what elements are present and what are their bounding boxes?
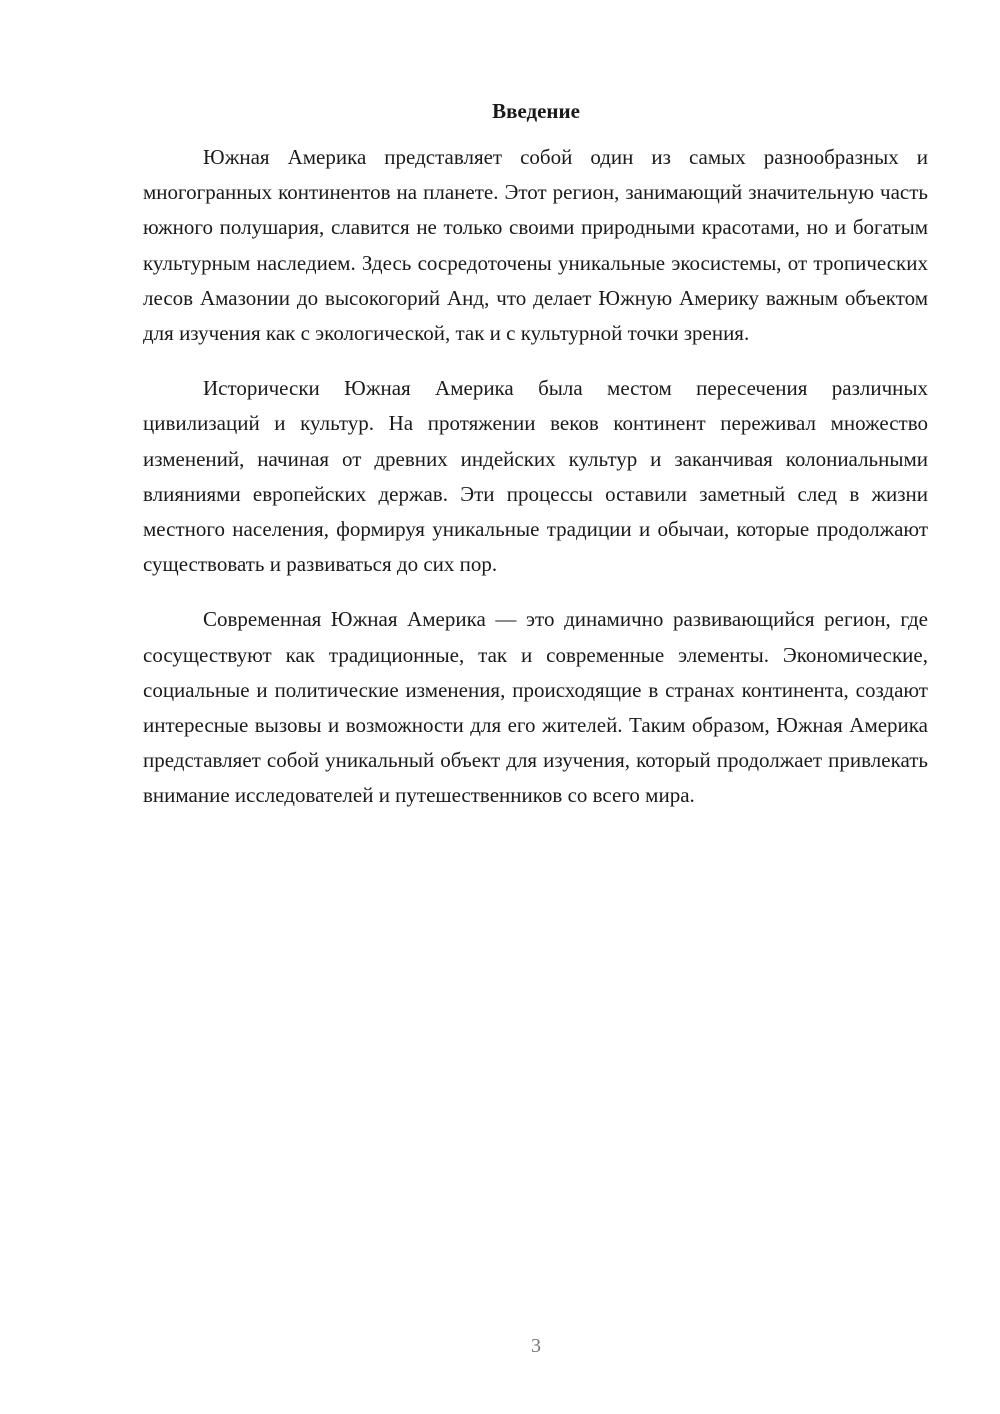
page-number: 3 [531,1335,541,1357]
paragraph-3: Современная Южная Америка — это динамично развивающийся регион, где сосуществуют как традиционные, так и современные элементы. Экономические, социальные и политические изменения, происходящие в странах континента, создают интересные вызовы и возможности для его жителей. Таким образом, Южная Америка представляет собой уникальный объект для изучения, который продолжает привлекать внимание исследователей и путешественников со всего мира. [143,607,928,808]
body-text [143,140,928,834]
paragraph-2: Исторически Южная Америка была местом пересечения различных цивилизаций и культур. На протяжении веков континент переживал множество изменений, начиная от древних индейских культур и заканчивая колониальными влияниями европейских держав. Эти процессы оставили заметный след в жизни местного населения, формируя уникальные традиции и обычаи, которые продолжают существовать и развиваться до сих пор. [143,376,928,577]
paragraph-1: Южная Америка представляет собой один из самых разнообразных и многогранных континентов на планете. Этот регион, занимающий значительную часть южного полушария, славится не только своими природными красотами, но и богатым культурным наследием. Здесь сосредоточены уникальные экосистемы, от тропических лесов Амазонии до высокогорий Анд, что делает Южную Америку важным объектом для изучения как с экологической, так и с культурной точки зрения. [143,145,928,346]
section-title: Введение [492,99,580,123]
